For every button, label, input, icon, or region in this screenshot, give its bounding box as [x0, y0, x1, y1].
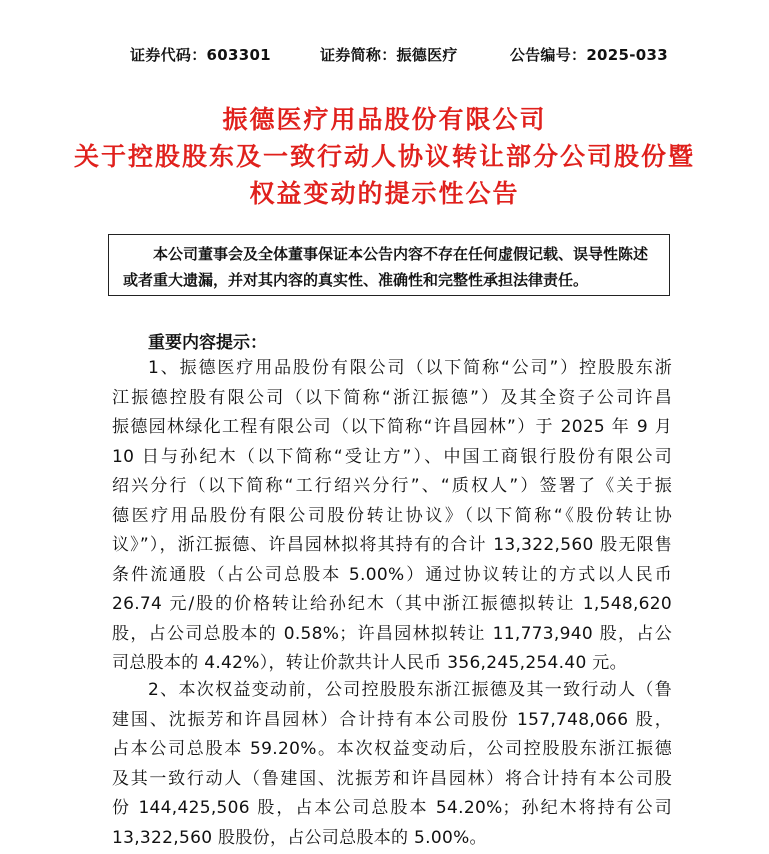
disclaimer-box [108, 234, 670, 296]
title-line-3: 权益变动的提示性公告 [249, 179, 520, 208]
paragraph-line: 13,322,560 股股份，占公司总股本的 5.00%。 [112, 827, 487, 848]
disclaimer-line-2: 或者重大遗漏，并对其内容的真实性、准确性和完整性承担法律责任。 [123, 271, 589, 289]
paragraph-line: 份 144,425,506 股，占本公司总股本 54.20%；孙纪木将持有公司 [112, 798, 672, 818]
paragraph-line: 股，占公司总股本的 0.58%；许昌园林拟转让 11,773,940 股，占公 [112, 623, 672, 644]
paragraph-1 [112, 354, 672, 679]
paragraph-line: 建国、沈振芳和许昌园林）合计持有本公司股份 157,748,066 股， [112, 709, 672, 730]
stock-abbreviation: 证券简称：振德医疗 [320, 46, 458, 64]
paragraph-line: 占本公司总股本 59.20%。本次权益变动后，公司控股股东浙江振德 [112, 739, 672, 759]
title-line-2: 关于控股股东及一致行动人协议转让部分公司股份暨 [73, 142, 695, 171]
disclaimer-line-1: 本公司董事会及全体董事保证本公告内容不存在任何虚假记载、误导性陈述 [153, 245, 649, 263]
paragraph-line: 条件流通股（占公司总股本 5.00%）通过协议转让的方式以人民币 [112, 564, 672, 585]
paragraph-line: 振德园林绿化工程有限公司（以下简称“许昌园林”）于 2025 年 9 月 [112, 417, 672, 437]
paragraph-line: 2、本次权益变动前，公司控股股东浙江振德及其一致行动人（鲁 [148, 680, 672, 700]
paragraph-line: 德医疗用品股份有限公司股份转让协议》（以下简称“《股份转让协 [112, 505, 672, 526]
paragraph-line: 10 日与孙纪木（以下简称“受让方”）、中国工商银行股份有限公司 [112, 446, 672, 467]
section-title: 重要内容提示： [148, 333, 267, 353]
paragraph-line: 绍兴分行（以下简称“工行绍兴分行”、“质权人”）签署了《关于振 [112, 476, 672, 496]
paragraph-line: 及其一致行动人（鲁建国、沈振芳和许昌园林）将合计持有本公司股 [112, 768, 672, 789]
paragraph-line: 1、振德医疗用品股份有限公司（以下简称“公司”）控股股东浙 [148, 358, 672, 378]
paragraph-line: 26.74 元/股的价格转让给孙纪木（其中浙江振德拟转让 1,548,620 [112, 594, 672, 614]
paragraph-line: 江振德控股有限公司（以下简称“浙江振德”）及其全资子公司许昌 [112, 387, 672, 408]
paragraph-line: 司总股本的 4.42%），转让价款共计人民币 356,245,254.40 元。 [112, 653, 627, 673]
stock-code: 证券代码：603301 [130, 46, 271, 64]
paragraph-2 [112, 676, 672, 853]
title-line-1: 振德医疗用品股份有限公司 [222, 105, 547, 134]
paragraph-line: 议》”），浙江振德、许昌园林拟将其持有的合计 13,322,560 股无限售 [112, 535, 672, 555]
announcement-number: 公告编号：2025-033 [509, 46, 668, 64]
document-header [112, 44, 668, 68]
